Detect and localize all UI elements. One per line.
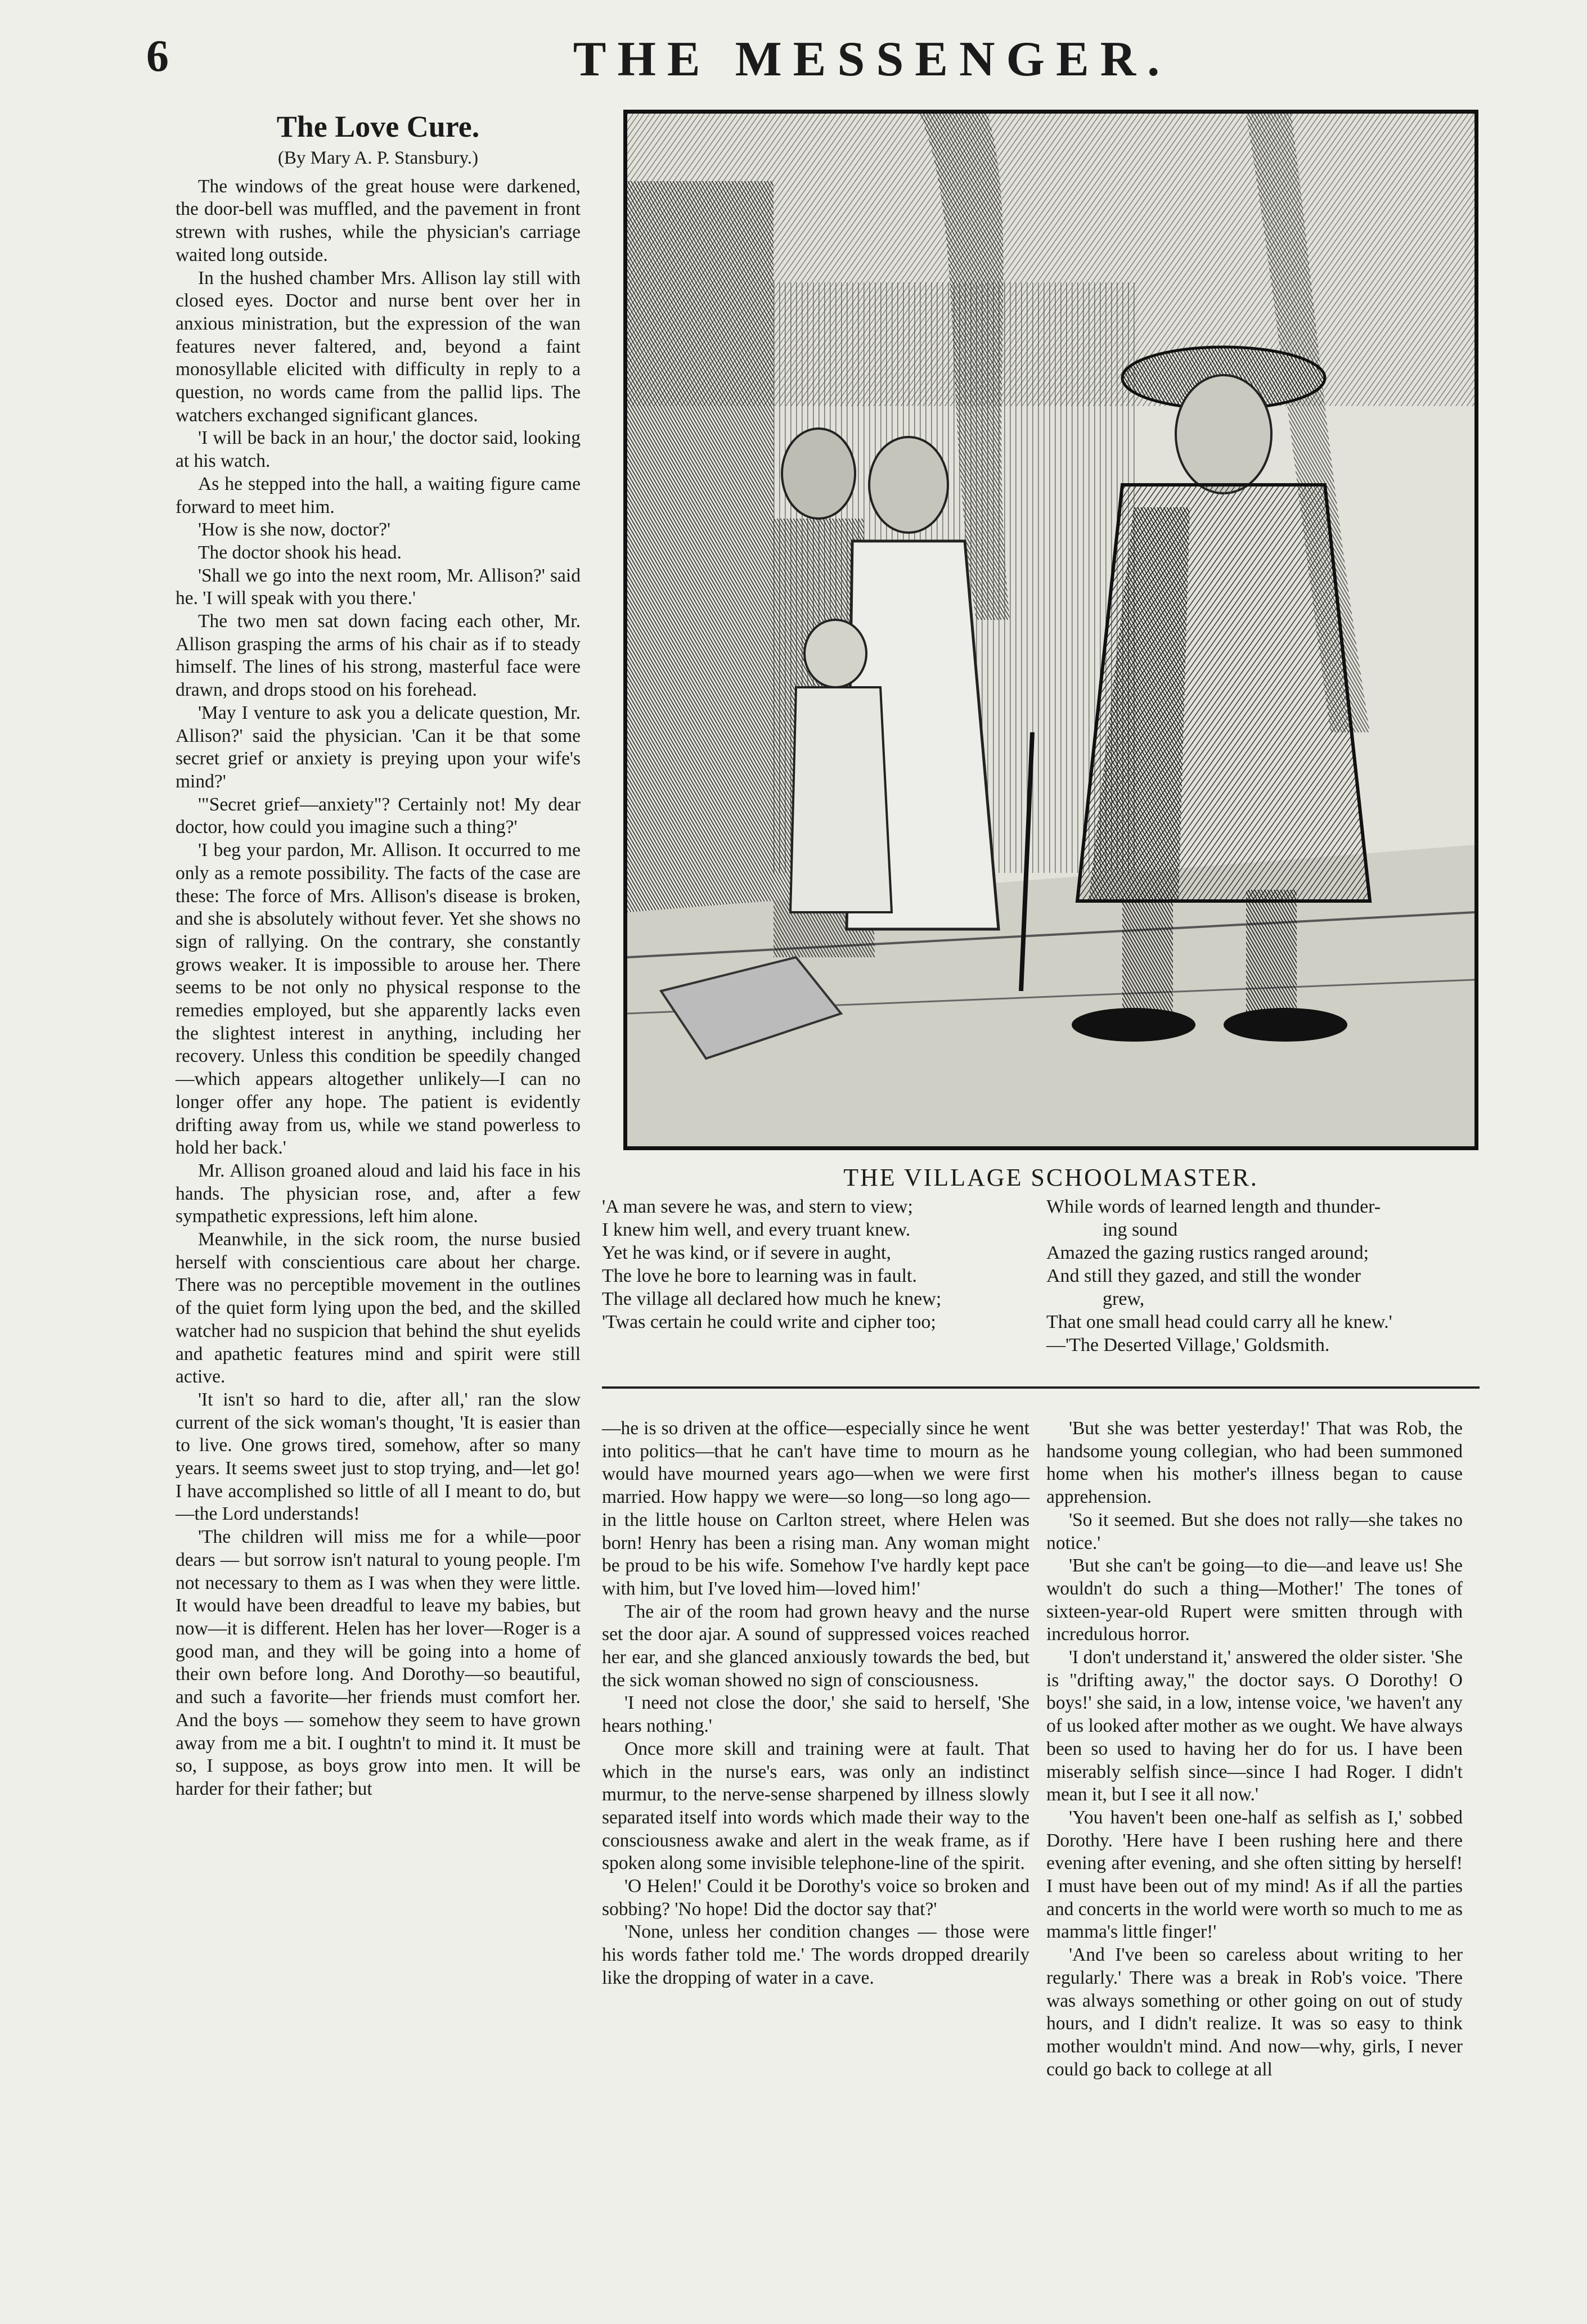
- section-divider: [602, 1386, 1480, 1389]
- paragraph: 'None, unless her condition changes — those were his words father told me.' The words dropped drearily like the dropping of water in a cave.: [602, 1921, 1029, 1988]
- paragraph: 'I beg your pardon, Mr. Allison. It occurred to me only as a remote possibility. The facts of the case are these: The force of Mrs. Allison's disease is broken, and she is absolutely without fever. Yet she shows no sign of rallying. On the contrary, she constantly grows weaker. It is impossible to arouse her. There seems to be not only no physical response to the remedies employed, but she apparently lacks even the slightest interest in anything, including her recovery. Unless this condition be speedily changed—which appears altogether unlikely—I can no longer offer any hope. The patient is evidently drifting away from us, while we stand powerless to hold her back.': [176, 840, 581, 1159]
- poem-line: The love he bore to learning was in fault.: [602, 1265, 917, 1286]
- paragraph: The windows of the great house were darkened, the door-bell was muffled, and the pavement in front strewn with rushes, while the physician's carriage waited long outside.: [176, 175, 581, 265]
- paragraph: 'Shall we go into the next room, Mr. Allison?' said he. 'I will speak with you there.': [176, 565, 581, 609]
- paragraph: Meanwhile, in the sick room, the nurse busied herself with conscientious care about her charge. There was no perceptible movement in the outlines of the quiet form lying upon the bed, and the skilled watcher had no suspicion that behind the shut eyelids and apathetic features mind and spirit were still active.: [176, 1229, 581, 1388]
- paragraph: '"Secret grief—anxiety"? Certainly not! My dear doctor, how could you imagine such a thing?': [176, 794, 581, 838]
- paragraph: 'You haven't been one-half as selfish as I,' sobbed Dorothy. 'Here have I been rushing here and there evening after evening, and she often sitting by herself! I must have been out of my mind! As if all the parties and concerts in the world were worth so much to me as mamma's little finger!': [1046, 1807, 1463, 1943]
- paragraph: Once more skill and training were at fault. That which in the nurse's ears, was only an indistinct murmur, to the nerve-sense sharpened by illness slowly separated itself into words which made their way to the consciousness awake and alert in the weak frame, as if spoken along some invisible telephone-line of the spirit.: [602, 1738, 1029, 1874]
- masthead: [0, 31, 1587, 93]
- article-byline: (By Mary A. P. Stansbury.): [277, 148, 479, 168]
- paragraph: 'The children will miss me for a while—poor dears — but sorrow isn't natural to young people. I'm not necessary to them as I was when they were little. It would have been dreadful to leave my babies, but now—it is different. Helen has her lover—Roger is a good man, and they will be going into a home of their own before long. And Dorothy—so beautiful, and such a favorite—her friends must comfort her. And the boys — somehow they seem to have grown away from me a bit. I oughtn't to mind it. It must be so, I suppose, as boys grow into men. It will be harder for their father; but: [176, 1526, 581, 1799]
- paragraph: —he is so driven at the office—especially since he went into politics—that he can't have time to mourn as he would have mourned years ago—when we were first married. How happy we were—so long—so long ago—in the little house on Carlton street, where Helen was born! Henry has been a rising man. Any woman might be proud to be his wife. Somehow I've hardly kept pace with him, but I've loved him—loved him!': [602, 1418, 1029, 1599]
- poem-line: While words of learned length and thunder-: [1046, 1196, 1381, 1217]
- poem-line: grew,: [1103, 1289, 1145, 1309]
- paragraph: 'But she can't be going—to die—and leave us! She wouldn't do such a thing—Mother!' The tones of sixteen-year-old Rupert were smitten through with incredulous horror.: [1046, 1555, 1463, 1645]
- poem-left: [602, 1195, 1029, 1334]
- article-column-3: [1046, 1417, 1463, 2081]
- poem-line: I knew him well, and every truant knew.: [602, 1219, 911, 1240]
- poem-line: That one small head could carry all he knew.': [1046, 1312, 1392, 1332]
- paragraph: The two men sat down facing each other, Mr. Allison grasping the arms of his chair as if to steady himself. The lines of his strong, masterful face were drawn, and drops stood on his forehead.: [176, 611, 581, 701]
- poem-line: And still they gazed, and still the wonder: [1046, 1265, 1361, 1286]
- paragraph: 'O Helen!' Could it be Dorothy's voice so broken and sobbing? 'No hope! Did the doctor say that?': [602, 1876, 1029, 1920]
- paragraph: The doctor shook his head.: [198, 542, 402, 563]
- newspaper-title: THE MESSENGER.: [573, 32, 1171, 87]
- paragraph: 'It isn't so hard to die, after all,' ran the slow current of the sick woman's thought, 'It is easier than to live. One grows tired, somehow, after so many years. It seems sweet just to stop trying, and—let go! I have accomplished so little of all I meant to do, but—the Lord understands!: [176, 1389, 581, 1525]
- paragraph: 'May I venture to ask you a delicate question, Mr. Allison?' said the physician. 'Can it be that some secret grief or anxiety is preying upon your wife's mind?': [176, 702, 581, 792]
- paragraph: 'So it seemed. But she does not rally—she takes no notice.': [1046, 1509, 1463, 1553]
- poem-line: Yet he was kind, or if severe in aught,: [602, 1242, 892, 1263]
- paragraph: 'But she was better yesterday!' That was Rob, the handsome young collegian, who had been summoned home when his mother's illness began to cause apprehension.: [1046, 1418, 1463, 1508]
- article-column-2: [602, 1417, 1029, 1990]
- poem-line: The village all declared how much he knew;: [602, 1289, 942, 1309]
- paragraph: Mr. Allison groaned aloud and laid his face in his hands. The physician rose, and, after a few sympathetic expressions, left him alone.: [176, 1160, 581, 1227]
- poem-line: 'Twas certain he could write and cipher too;: [602, 1312, 936, 1332]
- paragraph: The air of the room had grown heavy and the nurse set the door ajar. A sound of suppressed voices reached her ear, and she glanced anxiously towards the bed, but the sick woman showed no sign of consciousness.: [602, 1601, 1029, 1691]
- poem-attribution: —'The Deserted Village,' Goldsmith.: [1046, 1335, 1330, 1355]
- paragraph: 'I will be back in an hour,' the doctor said, looking at his watch.: [176, 427, 581, 472]
- paragraph: 'I need not close the door,' she said to herself, 'She hears nothing.': [602, 1692, 1029, 1737]
- page-number: 6: [146, 31, 169, 81]
- article-column-1: [176, 110, 581, 1801]
- poem-line: ing sound: [1103, 1219, 1178, 1240]
- engraving-illustration: [623, 110, 1478, 1150]
- schoolmaster-engraving: [627, 114, 1474, 1146]
- poem-right: [1046, 1195, 1474, 1357]
- paragraph: 'And I've been so careless about writing to her regularly.' There was a break in Rob's voice. 'There was always something or other going on out of study hours, and I didn't realize. It was so easy to think mother wouldn't mind. And now—why, girls, I never could go back to college at all: [1046, 1944, 1463, 2080]
- paragraph: 'How is she now, doctor?': [198, 519, 391, 541]
- paragraph: 'I don't understand it,' answered the older sister. 'She is "drifting away," the doctor says. O Dorothy! O boys!' she said, in a low, intense voice, 'we haven't any of us looked after mother as we ought. We have always been so used to having her do for us. I have been miserably selfish since—since I had Roger. I didn't mean it, but I see it all now.': [1046, 1647, 1463, 1805]
- poem-line: 'A man severe he was, and stern to view;: [602, 1196, 913, 1217]
- paragraph: In the hushed chamber Mrs. Allison lay still with closed eyes. Doctor and nurse bent over her in anxious ministration, but the expression of the wan features never faltered, and, beyond a faint monosyllable elicited with difficulty in reply to a question, no words came from the pallid lips. The watchers exchanged significant glances.: [176, 267, 581, 426]
- paragraph: As he stepped into the hall, a waiting figure came forward to meet him.: [176, 473, 581, 517]
- poem-line: Amazed the gazing rustics ranged around;: [1046, 1242, 1369, 1263]
- illustration-caption: THE VILLAGE SCHOOLMASTER.: [843, 1164, 1258, 1191]
- article-title: The Love Cure.: [276, 110, 480, 143]
